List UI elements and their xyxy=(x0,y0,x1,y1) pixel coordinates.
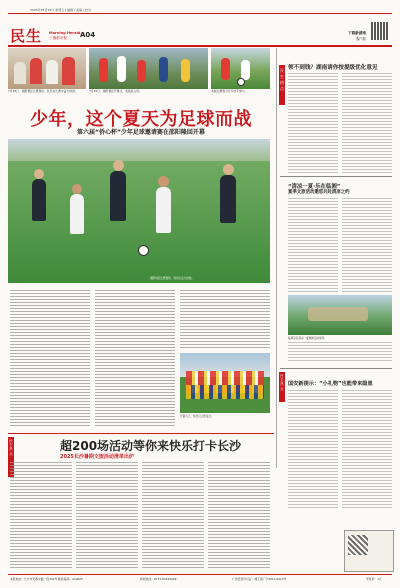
footer-hotline: 新闻热线：0731-84329999 xyxy=(140,577,177,581)
masthead-bottom-rule xyxy=(8,45,392,47)
right-story-2-body-b xyxy=(342,198,392,292)
right-story-3-body-b xyxy=(342,390,392,510)
photo-caption-3: 本届比赛吸引众多选手参与。 xyxy=(211,89,248,93)
bottom-story-headline: 超200场活动等你来快乐打卡长沙 xyxy=(60,439,242,453)
paper-name: Morning Herald xyxy=(49,31,81,35)
team-photo xyxy=(180,353,270,413)
footer-price: 零售价：1元 xyxy=(366,577,382,581)
right-story-2-photo xyxy=(288,295,392,335)
date-line: 2025年07月18日 星期五 | 编辑 | 美编 | 校对 xyxy=(30,8,91,12)
footer-ad-license: 广告经营许可证：湘工商广字2014-0019号 xyxy=(232,577,287,581)
right-divider-2 xyxy=(280,368,392,369)
masthead-top-rule xyxy=(8,13,392,14)
right-story-2-headline: “清凉一夏·乐在临湘” xyxy=(288,184,341,190)
right-story-2-subheadline: 夏季文旅活动邀您共赴清凉之约 xyxy=(288,190,350,195)
footer-rule xyxy=(8,574,392,575)
main-body-col-1 xyxy=(10,290,90,428)
main-subheadline: 第六届“侨心杯”少年足球邀请赛在邵阳隆回开幕 xyxy=(77,129,205,136)
main-body-col-3 xyxy=(180,290,270,350)
main-headline: 少年，这个夏天为足球而战 xyxy=(30,109,252,130)
side-tag-1-label-4: 点 xyxy=(280,86,284,91)
right-story-2-body-a xyxy=(288,198,338,292)
app-label: 下载新湖南 xyxy=(348,31,366,35)
right-story-2-photo-caption: 临湘景区清凉一夏旅游活动现场 xyxy=(288,337,325,340)
right-story-2-body-c xyxy=(288,342,392,362)
footer-address: 本报地址：长沙市芙蓉中路一段442号 邮政编码：410005 xyxy=(10,577,83,581)
side-tag-1-label-3: 热 xyxy=(280,80,284,85)
photo-caption-2: 7月16日，揭阳赛区开幕式，表演队入场。 xyxy=(89,89,142,93)
side-tag-1-label-2: 生 xyxy=(280,74,284,79)
bottom-body-col-2 xyxy=(76,462,138,570)
bottom-body-col-4 xyxy=(208,462,270,570)
top-photo-1 xyxy=(8,48,86,89)
bottom-story-top-rule xyxy=(8,433,274,434)
right-story-1-body-a xyxy=(288,73,338,173)
right-story-3-headline: 国安新提示：“小礼物”也能带来隐患 xyxy=(288,381,373,387)
bottom-story-subheadline: 2025长沙暑期文旅活动清单出炉 xyxy=(60,454,134,460)
top-photo-2 xyxy=(89,48,208,89)
section-title: 民生 xyxy=(10,27,43,45)
bottom-story-label: 民生热点 xyxy=(9,439,13,456)
team-photo-caption: 开幕式上，球员们合影留念。 xyxy=(180,415,214,418)
bottom-body-col-3 xyxy=(142,462,204,570)
photo-caption-1: 7月16日，揭阳赛区比赛现场，队员在比赛中奋力拼抢。 xyxy=(8,89,78,93)
app-sub-label: 客户端 xyxy=(356,37,366,41)
right-story-1-headline: 领不到钱？湖南请你按提级优化意见 xyxy=(288,65,378,71)
right-column-rule xyxy=(276,48,277,468)
top-photo-3 xyxy=(211,48,270,89)
right-divider-1 xyxy=(280,176,392,177)
main-photo xyxy=(8,139,270,283)
side-tag-1-label-1: 民 xyxy=(280,68,284,73)
paper-name-cn: 三湘都市报 xyxy=(49,36,67,40)
page-number: A04 xyxy=(80,31,96,39)
right-story-3-label: 民生热点 xyxy=(280,374,284,391)
bottom-body-col-1 xyxy=(10,462,72,570)
main-photo-caption: 揭阳城区比赛现场，球员们奋力拼抢。 xyxy=(150,277,195,280)
right-story-3-body-a xyxy=(288,390,338,510)
qr-code-icon xyxy=(371,22,389,40)
main-body-col-2 xyxy=(95,290,175,428)
promo-box xyxy=(344,530,394,572)
promo-qr-icon xyxy=(348,535,368,555)
right-story-1-body-b xyxy=(342,73,392,173)
